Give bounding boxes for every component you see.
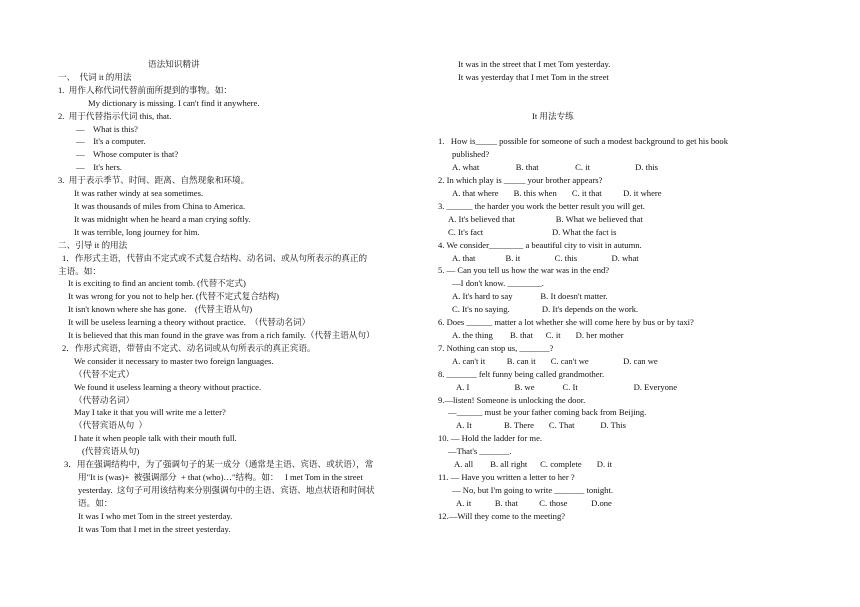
text-line: C. It's no saying. D. It's depends on the work. bbox=[452, 304, 639, 315]
text-line: 5. — Can you tell us how the war was in the end? bbox=[438, 265, 610, 276]
text-line: —That's _______. bbox=[448, 446, 512, 457]
text-line: 9.—listen! Someone is unlocking the door. bbox=[438, 394, 586, 405]
text-line: （代替不定式） bbox=[74, 368, 135, 379]
text-line: A. I B. we C. It D. Everyone bbox=[456, 381, 678, 392]
text-line: It was midnight when he heard a man crying softly. bbox=[74, 213, 251, 224]
text-line: It 用法专练 bbox=[532, 110, 574, 121]
text-line: 3. 用于表示季节、时间、距离、自然现象和环境。 bbox=[58, 175, 250, 186]
left-column bbox=[58, 58, 426, 536]
text-line: 语法知识精讲 bbox=[148, 59, 200, 69]
text-line: It was I who met Tom in the street yesterday. bbox=[78, 510, 233, 521]
text-line bbox=[438, 123, 806, 136]
text-line: 1. 用作人称代词代替前面所提到的事物。如： bbox=[58, 84, 233, 95]
text-line: 11. — Have you written a letter to her ? bbox=[438, 471, 575, 482]
text-line: A. all B. all right C. complete D. it bbox=[454, 459, 613, 470]
text-line: 3. ______ the harder you work the better result you will get. bbox=[438, 200, 645, 211]
text-line: 3．用在强调结构中，为了强调句子的某一成分（通常是主语、宾语、或状语），常 bbox=[64, 459, 374, 470]
text-line: 2. 用于代替指示代词 this, that. bbox=[58, 110, 172, 121]
text-line: 1. How is_____ possible for someone of such a modest background to get his book bbox=[438, 136, 729, 147]
text-line: It was rather windy at sea sometimes. bbox=[74, 188, 204, 199]
text-line: yesterday. 这句子可用该结构来分别强调句中的主语、宾语、地点状语和时间状 bbox=[78, 484, 375, 495]
text-line: I hate it when people talk with their mouth full. bbox=[74, 433, 237, 444]
text-line: （代替宾语从句 ） bbox=[74, 420, 148, 431]
text-line: — It's a computer. bbox=[76, 136, 146, 147]
text-line: — It's hers. bbox=[76, 162, 122, 173]
text-line: A. It's believed that B. What we believed that bbox=[448, 213, 643, 224]
text-line: A. what B. that C. it D. this bbox=[452, 162, 659, 173]
text-line: (代替宾语从句) bbox=[82, 446, 140, 457]
text-line: 二、引导 it 的用法 bbox=[58, 239, 128, 250]
text-line: published? bbox=[452, 149, 490, 160]
text-line: We found it useless learning a theory without practice. bbox=[74, 381, 262, 392]
text-line: —______ must be your father coming back from Beijing. bbox=[448, 407, 647, 418]
text-line: C. It's fact D. What the fact is bbox=[448, 226, 617, 237]
text-line: — What is this? bbox=[76, 123, 138, 134]
text-line: 主语。如： bbox=[58, 265, 101, 276]
text-line: It was Tom that I met in the street yesterday. bbox=[78, 523, 231, 534]
text-line: A. It's hard to say B. It doesn't matter. bbox=[452, 291, 608, 302]
text-line: A. can't it B. can it C. can't we D. can we bbox=[452, 355, 658, 366]
text-line: It was wrong for you not to help her. (代替不定式复合结构) bbox=[68, 291, 279, 302]
text-line: 一、 代词 it 的用法 bbox=[58, 71, 132, 82]
text-line: 6. Does ______ matter a lot whether she will come here by bus or by taxi? bbox=[438, 317, 694, 328]
text-line: It will be useless learning a theory without practice. （代替动名词） bbox=[68, 317, 311, 328]
text-line: 2．作形式宾语，带替由不定式、动名词或从句所表示的真正宾语。 bbox=[62, 342, 316, 353]
text-line: — Whose computer is that? bbox=[76, 149, 179, 160]
text-line: 10. — Hold the ladder for me. bbox=[438, 433, 543, 444]
text-line: 2. In which play is _____ your brother appears? bbox=[438, 175, 603, 186]
text-line: My dictionary is missing. I can't find it anywhere. bbox=[88, 97, 260, 108]
text-line: It was yesterday that I met Tom in the street bbox=[458, 71, 609, 82]
text-line: 语。如： bbox=[78, 497, 113, 508]
text-line: It was thousands of miles from China to America. bbox=[74, 200, 246, 211]
text-line: It is believed that this man found in the grave was from a rich family.（代替主语从句） bbox=[68, 330, 375, 341]
text-line: A. it B. that C. those D.one bbox=[456, 497, 612, 508]
text-line: A. that where B. this when C. it that D. it where bbox=[452, 188, 662, 199]
text-line: 1．作形式主语，代替由不定式或不式复合结构、动名词、或从句所表示的真正的 bbox=[62, 252, 368, 263]
text-line bbox=[438, 97, 806, 110]
text-line: 8. _______ felt funny being called grandmother. bbox=[438, 368, 605, 379]
text-line bbox=[438, 84, 806, 97]
text-line: It was terrible, long journey for him. bbox=[74, 226, 200, 237]
text-line: — No, but I'm going to write _______ tonight. bbox=[452, 484, 614, 495]
text-line: A. the thing B. that C. it D. her mother bbox=[452, 329, 624, 340]
text-line: 12.—Will they come to the meeting? bbox=[438, 510, 566, 521]
text-line: 7. Nothing can stop us, _______? bbox=[438, 342, 554, 353]
text-line: It is exciting to find an ancient tomb. (代替不定式) bbox=[68, 278, 246, 289]
text-line: It isn't known where she has gone. (代替主语从句) bbox=[68, 304, 253, 315]
text-line: We consider it necessary to master two foreign languages. bbox=[74, 355, 274, 366]
text-line: （代替动名词） bbox=[74, 394, 135, 405]
text-line: —I don't know. ________. bbox=[452, 278, 544, 289]
text-line: 4. We consider________ a beautiful city to visit in autumn. bbox=[438, 239, 642, 250]
text-line: A. It B. There C. That D. This bbox=[456, 420, 626, 431]
text-line: 用"It is (was)+ 被强调部分 + that (who)…"结构。如： I met Tom in the street bbox=[78, 472, 363, 482]
text-line: May I take it that you will write me a letter? bbox=[74, 407, 226, 418]
text-line: A. that B. it C. this D. what bbox=[452, 252, 639, 263]
right-column bbox=[438, 58, 806, 523]
text-line: It was in the street that I met Tom yesterday. bbox=[458, 59, 611, 69]
